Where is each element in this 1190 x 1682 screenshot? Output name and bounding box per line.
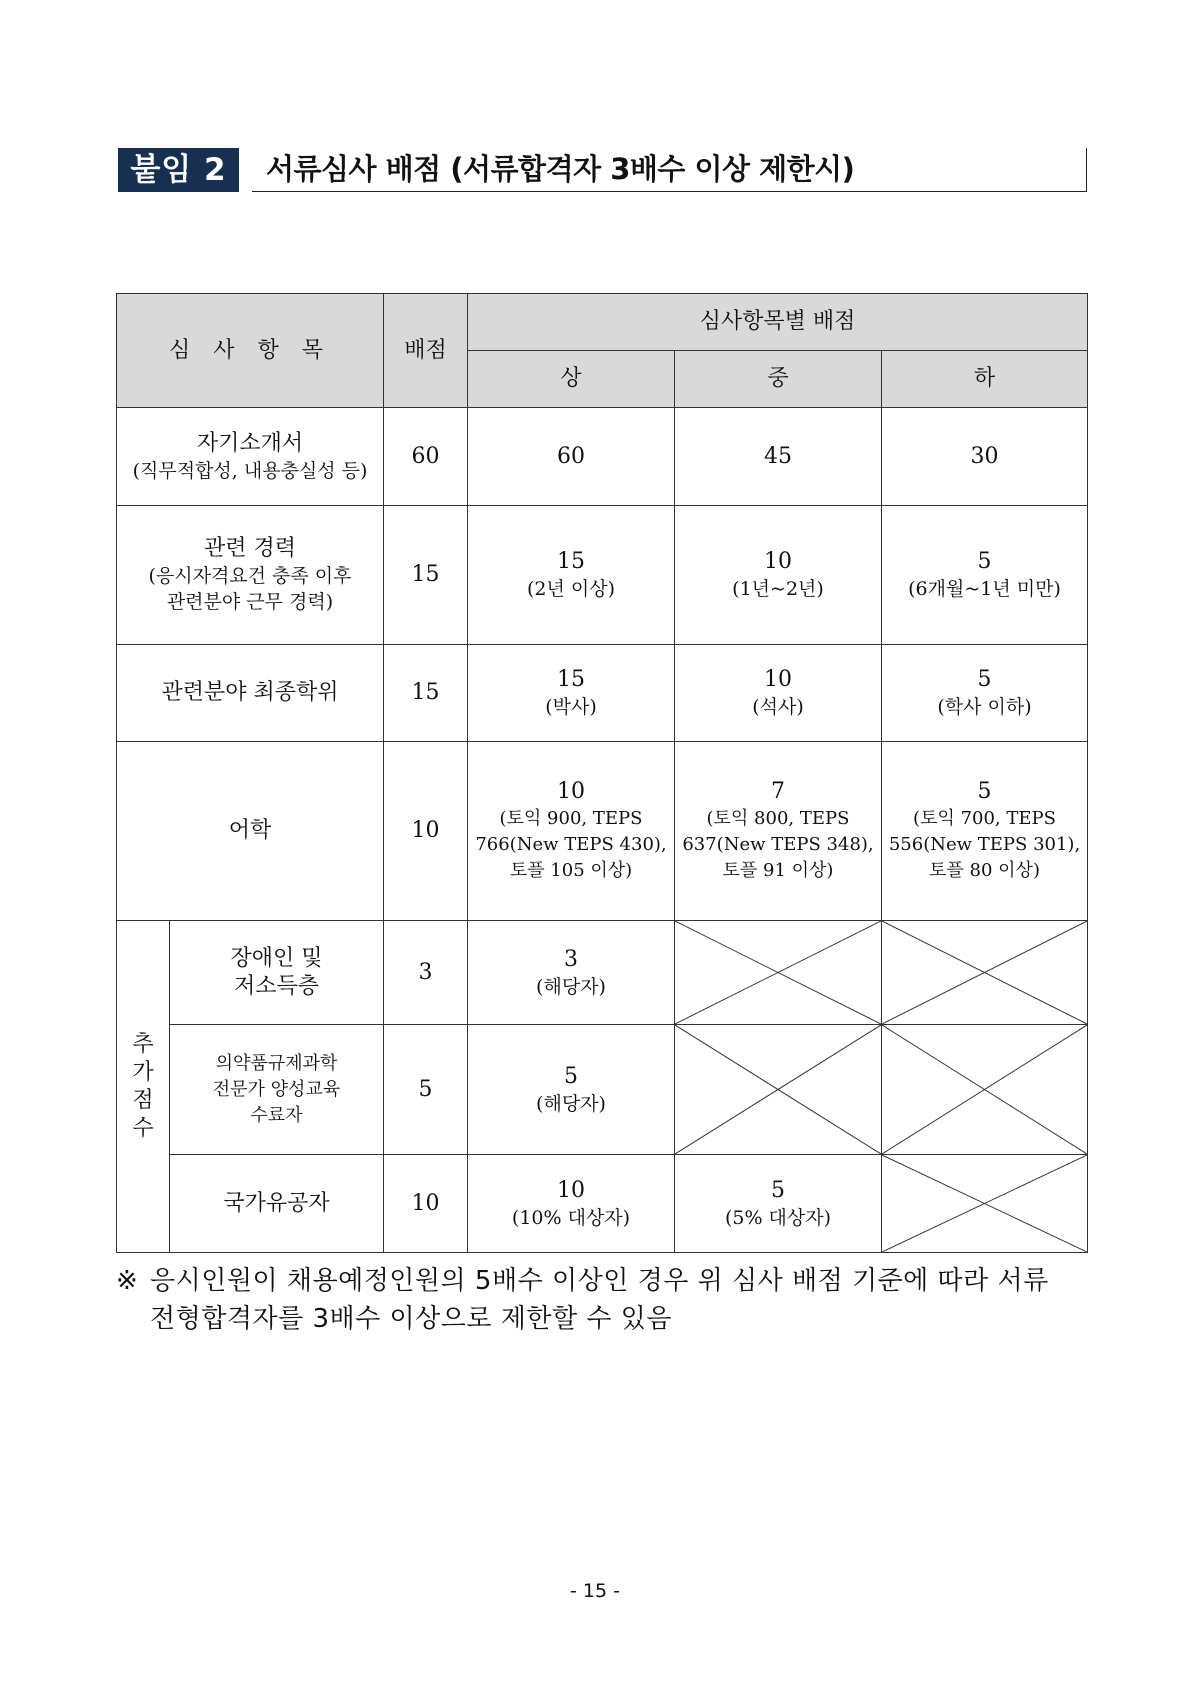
row-item-title: 관련 경력 [203,536,296,561]
row-score: 15 [384,506,468,645]
cell-value: 15 [557,667,585,692]
row-item [170,1025,384,1155]
row-score: 5 [384,1025,468,1155]
table-row [117,408,1088,506]
cell-note: (10% 대상자) [511,1206,631,1229]
cell-mid [675,1155,882,1253]
row-score: 10 [384,742,468,921]
cell-note: 토플 91 이상) [722,860,834,881]
cell-note: 556(New TEPS 301), [888,834,1081,855]
cell-note: 766(New TEPS 430), [475,834,667,855]
header-mid: 중 [675,351,882,408]
cell-note: 토플 105 이상) [509,860,633,881]
cell-note: (박사) [545,696,597,718]
row-item-sub: 관련분야 근무 경력) [166,591,334,613]
extra-group-char: 가 [132,1059,154,1085]
cell-note: 637(New TEPS 348), [682,834,874,855]
cell-high [468,1155,675,1253]
cell-note: (토익 700, TEPS [913,808,1056,829]
row-item [117,408,384,506]
cell-high [468,645,675,742]
row-item [170,921,384,1025]
row-score: 15 [384,645,468,742]
cell-high [468,742,675,921]
footnote-line: 응시인원이 채용예정인원의 5배수 이상인 경우 위 심사 배점 기준에 따라 서류 [150,1266,1049,1296]
cell-note: (5% 대상자) [724,1206,832,1229]
cell-note: 토플 80 이상) [929,860,1040,881]
cell-low [882,742,1088,921]
cell-note: (1년~2년) [732,578,824,600]
cell-low [882,645,1088,742]
cell-mid [675,645,882,742]
row-item-sub: (직무적합성, 내용충실성 등) [132,459,368,482]
cell-note: (해당자) [536,975,606,998]
cell-value: 10 [764,667,792,692]
row-item: 어학 [117,742,384,921]
cell-mid: 45 [675,408,882,506]
cell-na [675,1025,882,1155]
cell-value: 15 [557,549,585,574]
cell-high [468,506,675,645]
title-box [252,148,1087,192]
cell-high [468,1025,675,1155]
cell-high [468,921,675,1025]
cell-low: 30 [882,408,1088,506]
row-item-title: 장애인 및 [230,945,323,971]
extra-group-char: 추 [132,1031,154,1057]
cell-value: 5 [977,549,992,574]
cell-note: (2년 이상) [526,578,615,600]
section-heading [118,148,1086,192]
cell-value: 5 [564,1063,578,1089]
page-title: 서류심사 배점 (서류합격자 3배수 이상 제한시) [266,152,855,186]
row-score: 60 [384,408,468,506]
cell-value: 10 [764,549,792,574]
cross-mark-icon [882,921,1087,1024]
cell-mid [675,506,882,645]
row-item [117,506,384,645]
header-group: 심사항목별 배점 [468,294,1088,351]
reference-mark-icon: ※ [116,1266,139,1296]
header-item: 심 사 항 목 [117,294,384,408]
cell-mid [675,742,882,921]
cell-na [675,921,882,1025]
page-number: - 15 - [570,1580,620,1602]
table-row [117,742,1088,921]
cell-na [882,1155,1088,1253]
row-score: 3 [384,921,468,1025]
cell-na [882,921,1088,1025]
cell-note: (6개월~1년 미만) [908,578,1061,600]
table-row [117,921,1088,1025]
row-item: 국가유공자 [170,1155,384,1253]
table-row [117,645,1088,742]
row-item-title: 저소득층 [233,973,319,999]
cell-note: (해당자) [536,1092,606,1115]
cell-value: 7 [771,779,785,804]
table-row [117,1155,1088,1253]
extra-group-char: 점 [132,1087,154,1113]
cross-mark-icon [675,1025,881,1154]
row-item-title: 전문가 양성교육 [212,1078,341,1100]
cell-value: 5 [977,779,992,804]
cell-high: 60 [468,408,675,506]
header-high: 상 [468,351,675,408]
cell-low [882,506,1088,645]
row-item-title: 의약품규제과학 [215,1052,338,1074]
attachment-tag: 붙임 2 [118,148,239,192]
table-row [117,1025,1088,1155]
cell-note: (토익 800, TEPS [706,808,850,829]
row-item-title: 수료자 [250,1104,303,1126]
cell-value: 5 [771,1177,785,1203]
row-item: 관련분야 최종학위 [117,645,384,742]
extra-group-label [117,921,170,1253]
row-item-title: 자기소개서 [196,430,304,456]
table-row [117,506,1088,645]
extra-group-char: 수 [132,1115,154,1141]
cell-note: (학사 이하) [937,696,1032,718]
cell-na [882,1025,1088,1155]
cross-mark-icon [675,921,881,1024]
footnote-line: 전형합격자를 3배수 이상으로 제한할 수 있음 [150,1304,672,1334]
cross-mark-icon [882,1025,1087,1154]
cell-value: 5 [977,667,992,692]
row-score: 10 [384,1155,468,1253]
cell-value: 3 [564,946,578,972]
cell-value: 10 [557,1177,585,1203]
scoring-table [116,293,1088,1253]
cell-note: (토익 900, TEPS [499,808,643,829]
header-low: 하 [882,351,1088,408]
cell-value: 10 [557,779,585,804]
cross-mark-icon [882,1155,1087,1252]
cell-note: (석사) [752,696,804,718]
row-item-sub: (응시자격요건 충족 이후 [148,565,352,587]
header-score: 배점 [384,294,468,408]
